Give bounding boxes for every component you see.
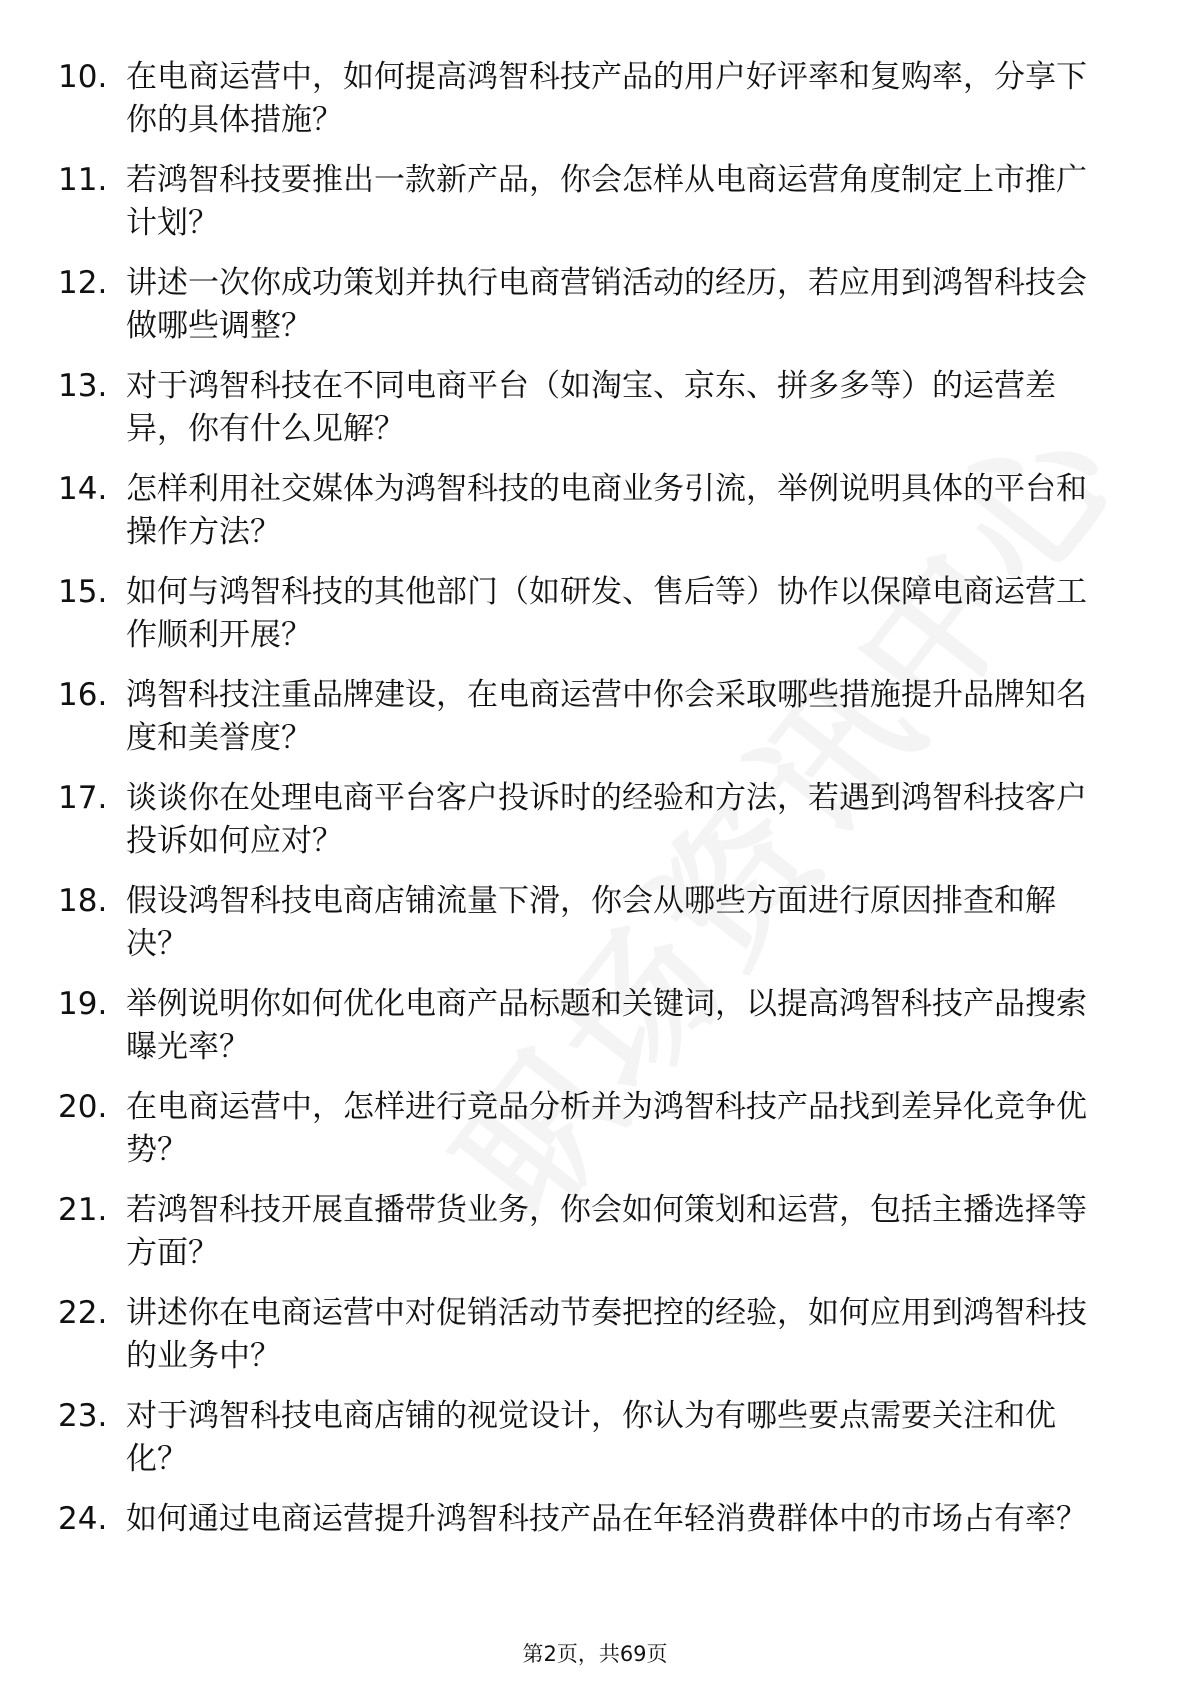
question-text: 在电商运营中，怎样进行竞品分析并为鸿智科技产品找到差异化竞争优势？ [126, 1089, 1087, 1168]
question-item [58, 1498, 1108, 1584]
question-text: 讲述你在电商运营中对促销活动节奏把控的经验，如何应用到鸿智科技的业务中？ [126, 1295, 1087, 1374]
question-number: 13. [58, 368, 108, 404]
question-item [58, 262, 1108, 348]
question-item [58, 159, 1108, 245]
question-text: 假设鸿智科技电商店铺流量下滑，你会从哪些方面进行原因排查和解决？ [126, 883, 1056, 962]
question-number: 21. [58, 1192, 108, 1228]
question-number: 23. [58, 1398, 108, 1434]
question-item [58, 571, 1108, 657]
question-text: 在电商运营中，如何提高鸿智科技产品的用户好评率和复购率，分享下你的具体措施？ [126, 59, 1087, 138]
question-text: 对于鸿智科技电商店铺的视觉设计，你认为有哪些要点需要关注和优化？ [126, 1398, 1056, 1477]
question-text: 如何通过电商运营提升鸿智科技产品在年轻消费群体中的市场占有率？ [126, 1501, 1087, 1537]
question-text: 对于鸿智科技在不同电商平台（如淘宝、京东、拼多多等）的运营差异，你有什么见解？ [126, 368, 1056, 447]
question-text: 若鸿智科技要推出一款新产品，你会怎样从电商运营角度制定上市推广计划？ [126, 162, 1087, 241]
question-number: 11. [58, 162, 108, 198]
question-item [58, 1292, 1108, 1378]
question-item [58, 56, 1108, 142]
question-item [58, 674, 1108, 760]
question-item [58, 983, 1108, 1069]
question-item [58, 1086, 1108, 1172]
question-item [58, 880, 1108, 966]
question-number: 20. [58, 1089, 108, 1125]
question-list [58, 56, 1108, 1601]
question-number: 15. [58, 574, 108, 610]
question-item [58, 777, 1108, 863]
question-item [58, 365, 1108, 451]
question-text: 谈谈你在处理电商平台客户投诉时的经验和方法，若遇到鸿智科技客户投诉如何应对？ [126, 780, 1087, 859]
question-number: 18. [58, 883, 108, 919]
question-text: 若鸿智科技开展直播带货业务，你会如何策划和运营，包括主播选择等方面？ [126, 1192, 1087, 1271]
question-number: 17. [58, 780, 108, 816]
page-footer: 第2页，共69页 [522, 1642, 668, 1666]
question-text: 如何与鸿智科技的其他部门（如研发、售后等）协作以保障电商运营工作顺利开展？ [126, 574, 1087, 653]
question-number: 22. [58, 1295, 108, 1331]
question-number: 16. [58, 677, 108, 713]
question-number: 19. [58, 986, 108, 1022]
question-number: 12. [58, 265, 108, 301]
question-text: 怎样利用社交媒体为鸿智科技的电商业务引流，举例说明具体的平台和操作方法？ [126, 471, 1087, 550]
question-item [58, 1189, 1108, 1275]
question-number: 14. [58, 471, 108, 507]
question-text: 举例说明你如何优化电商产品标题和关键词，以提高鸿智科技产品搜索曝光率？ [126, 986, 1087, 1065]
question-item [58, 1395, 1108, 1481]
question-number: 10. [58, 59, 108, 95]
question-text: 讲述一次你成功策划并执行电商营销活动的经历，若应用到鸿智科技会做哪些调整？ [126, 265, 1087, 344]
question-item [58, 468, 1108, 554]
question-text: 鸿智科技注重品牌建设，在电商运营中你会采取哪些措施提升品牌知名度和美誉度？ [126, 677, 1087, 756]
question-number: 24. [58, 1501, 108, 1537]
